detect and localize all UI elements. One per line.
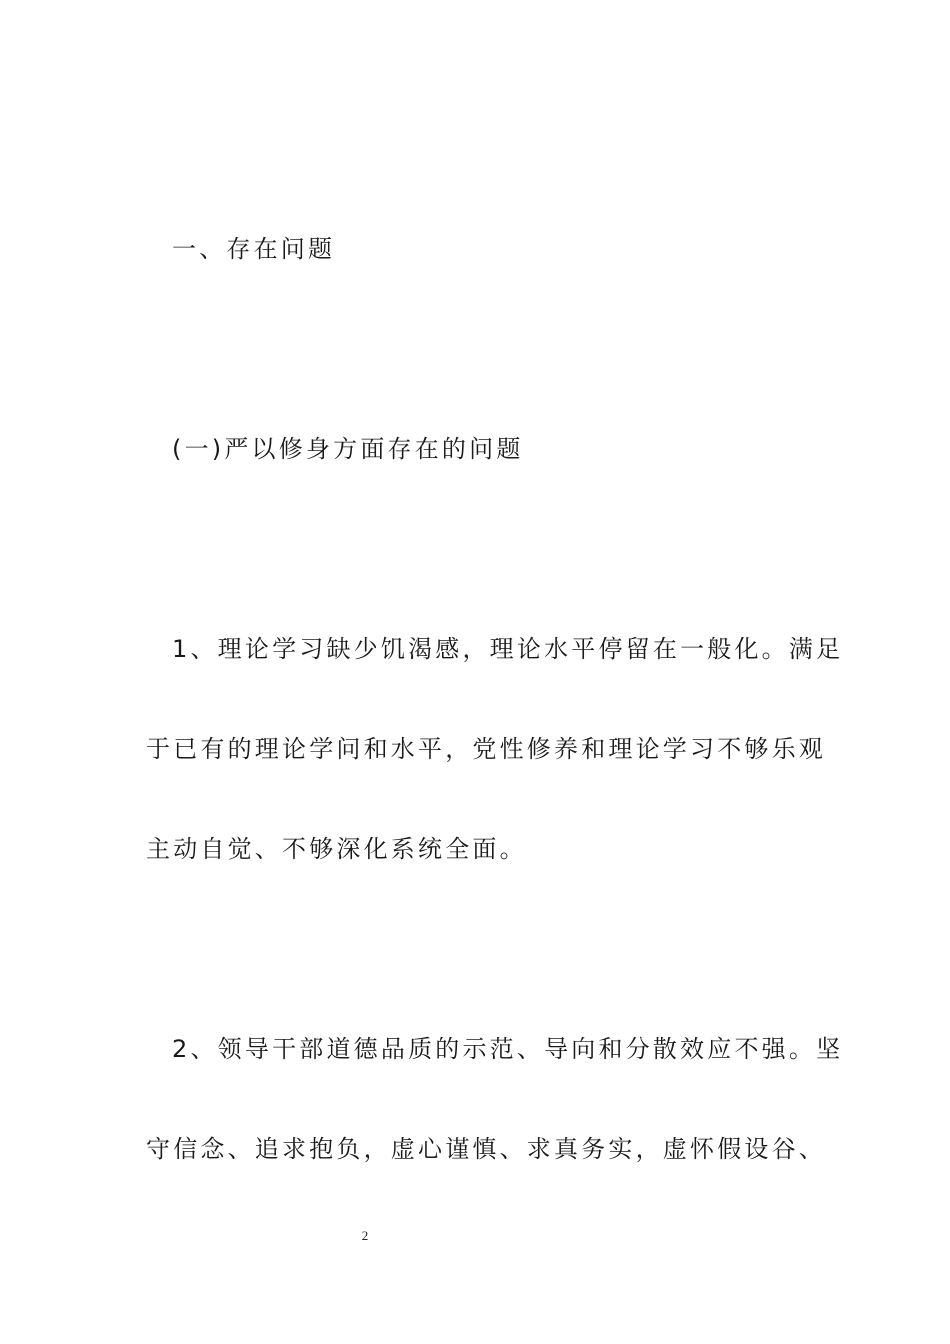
subsection-heading: (一)严以修身方面存在的问题 — [172, 435, 524, 463]
paragraph-line: 守信念、追求抱负，虚心谨慎、求真务实，虚怀假设谷、 — [146, 1135, 826, 1163]
page-number: 2 — [361, 1228, 369, 1243]
paragraph-line: 1、理论学习缺少饥渴感，理论水平停留在一般化。满足 — [172, 635, 844, 663]
section-heading: 一、存在问题 — [172, 235, 336, 263]
paragraph-line: 2、领导干部道德品质的示范、导向和分散效应不强。坚 — [172, 1035, 844, 1063]
paragraph-line: 于已有的理论学问和水平，党性修养和理论学习不够乐观 — [146, 735, 826, 763]
paragraph-line: 主动自觉、不够深化系统全面。 — [146, 835, 527, 863]
